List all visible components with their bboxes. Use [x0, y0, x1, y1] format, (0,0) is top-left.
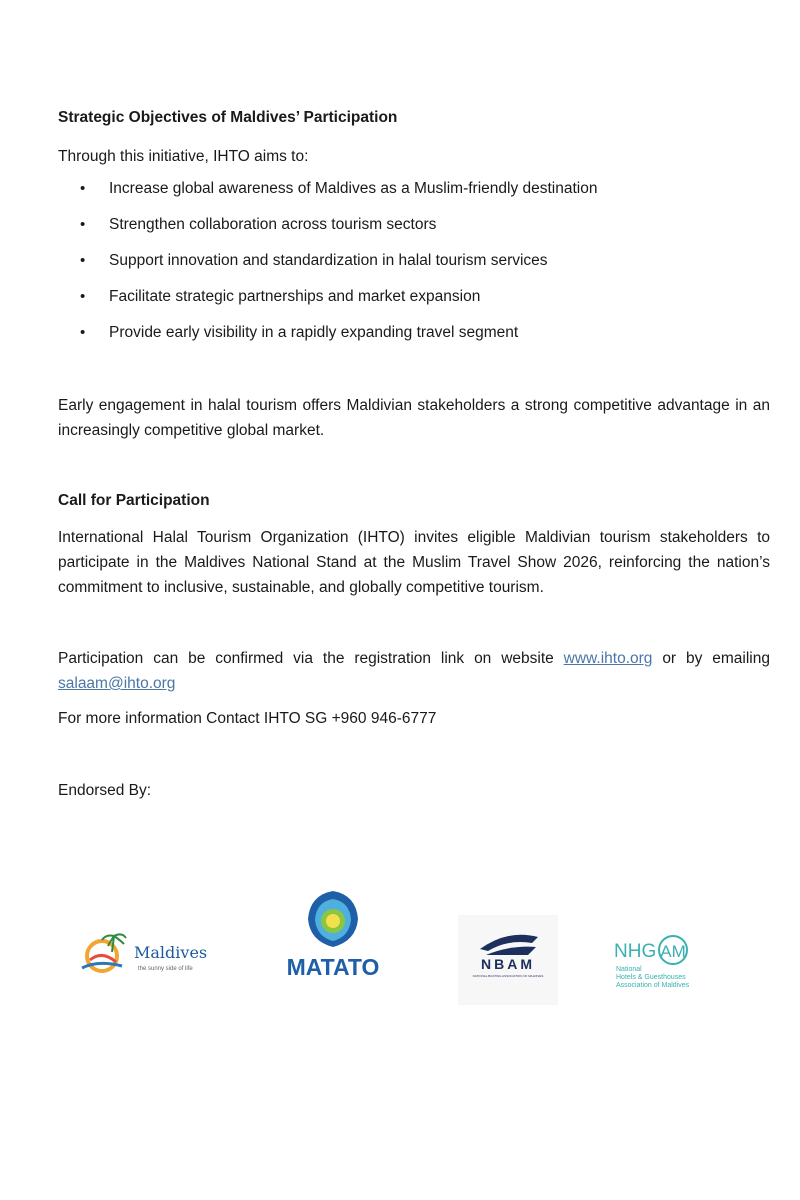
nbam-boat-icon [458, 915, 558, 1005]
nhgam-wordmark: NHG [614, 941, 657, 962]
objectives-intro: Through this initiative, IHTO aims to: [58, 148, 309, 165]
contact-line: For more information Contact IHTO SG +960 946-6777 [58, 710, 437, 727]
confirm-mid: or by emailing [662, 650, 770, 667]
list-item: • Strengthen collaboration across tourism sectors [80, 212, 598, 248]
bullet-icon: • [80, 216, 86, 233]
nbam-wordmark: NBAM [481, 956, 535, 972]
nhgam-line3: Association of Maldives [616, 982, 690, 989]
list-item: • Support innovation and standardization in halal tourism services [80, 248, 598, 284]
call-body: International Halal Tourism Organization (IHTO) invites eligible Maldivian tourism stakeholders to participate in the Maldives National Stand at the Muslim Travel Show 2026, reinforcing the nation’s commitment to inclusive, sustainable, and globally competitive tourism. [58, 529, 770, 596]
list-item: • Facilitate strategic partnerships and market expansion [80, 284, 598, 320]
bullet-icon: • [80, 252, 86, 269]
nhgam-emblem-icon [612, 933, 727, 999]
nhgam-wordmark-circle: AM [660, 942, 686, 961]
endorsed-label: Endorsed By: [58, 782, 152, 799]
maldives-logo [78, 930, 228, 980]
objectives-closing: Early engagement in halal tourism offers Maldivian stakeholders a strong competitive advantage in an increasingly competitive global market. [58, 397, 770, 439]
list-item: • Increase global awareness of Maldives as a Muslim-friendly destination [80, 176, 598, 212]
nhgam-logo [612, 933, 727, 999]
objectives-heading: Strategic Objectives of Maldives’ Participation [58, 109, 398, 126]
confirm-paragraph [58, 646, 770, 696]
email-link[interactable]: salaam@ihto.org [58, 675, 176, 692]
bullet-icon: • [80, 180, 86, 197]
nbam-logo [458, 915, 558, 1005]
website-link[interactable]: www.ihto.org [563, 650, 653, 667]
list-item: • Provide early visibility in a rapidly expanding travel segment [80, 320, 598, 356]
maldives-tagline: the sunny side of life [138, 966, 193, 972]
nhgam-line2: Hotels & Guesthouses [616, 974, 686, 981]
confirm-prefix: Participation can be confirmed via the registration link on website [58, 650, 554, 667]
bullet-icon: • [80, 288, 86, 305]
maldives-wordmark: Maldives [134, 943, 208, 962]
matato-wordmark: MATATO [286, 954, 380, 980]
objectives-list [80, 176, 598, 356]
matato-emblem-icon [272, 885, 394, 985]
maldives-emblem-icon [78, 930, 228, 980]
matato-logo [272, 885, 394, 985]
nbam-subtitle: NATIONAL BOATING ASSOCIATION OF MALDIVES [472, 974, 544, 978]
bullet-icon: • [80, 324, 86, 341]
nhgam-line1: National [616, 966, 642, 973]
call-heading: Call for Participation [58, 492, 210, 509]
